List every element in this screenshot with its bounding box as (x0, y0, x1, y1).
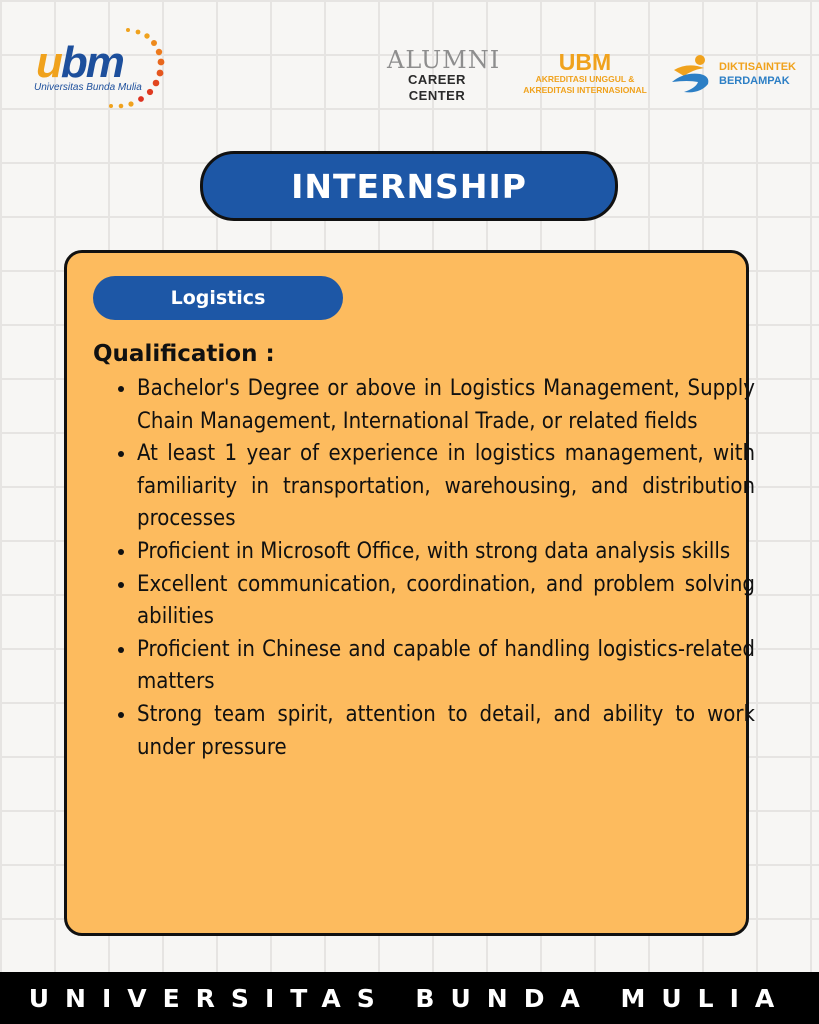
dikti-logo-icon (670, 52, 714, 96)
ubm-bm: bm (60, 38, 123, 87)
ubm-logo (28, 26, 168, 116)
alumni-title: ALUMNI (387, 46, 501, 74)
accreditation-line-2: AKREDITASI INTERNASIONAL (523, 85, 647, 95)
title-banner (200, 151, 618, 221)
ubm-subtitle: Universitas Bunda Mulia (34, 82, 142, 93)
qualification-item: • Proficient in Microsoft Office, with strong data analysis skills (137, 536, 755, 569)
accreditation-title: UBM (558, 49, 612, 75)
qualification-item: • Proficient in Chinese and capable of handling logistics-related matters (137, 634, 755, 699)
dikti-line-1: DIKTISAINTEK (719, 61, 796, 73)
ubm-u: u (36, 38, 61, 87)
alumni-career-center-logo (387, 46, 501, 104)
page-title: INTERNSHIP (291, 166, 527, 206)
qualification-list (110, 373, 755, 764)
qualification-item: • Strong team spirit, attention to detail, and ability to work under pressure (137, 699, 755, 764)
qualification-item: • Bachelor's Degree or above in Logistics Management, Supply Chain Management, International Trade, or related fields (137, 373, 755, 438)
qualification-item: • At least 1 year of experience in logistics management, with familiarity in transportation, warehousing, and distribution processes (137, 438, 755, 536)
ubm-wordmark (36, 38, 123, 88)
job-card (64, 250, 755, 936)
footer-text: UNIVERSITAS BUNDA MULIA (28, 983, 791, 1013)
footer-bar (0, 972, 819, 1024)
qualification-item: • Excellent communication, coordination, and problem solving abilities (137, 569, 755, 634)
qualification-heading: Qualification : (93, 341, 275, 367)
position-tag-label: Logistics (170, 287, 266, 309)
dikti-line-2: BERDAMPAK (719, 75, 790, 87)
dikti-logo (670, 52, 810, 96)
position-tag (93, 276, 343, 320)
accreditation-logo (505, 50, 665, 96)
alumni-subtitle: CAREER CENTER (408, 72, 466, 103)
accreditation-line-1: AKREDITASI UNGGUL & (535, 74, 635, 84)
